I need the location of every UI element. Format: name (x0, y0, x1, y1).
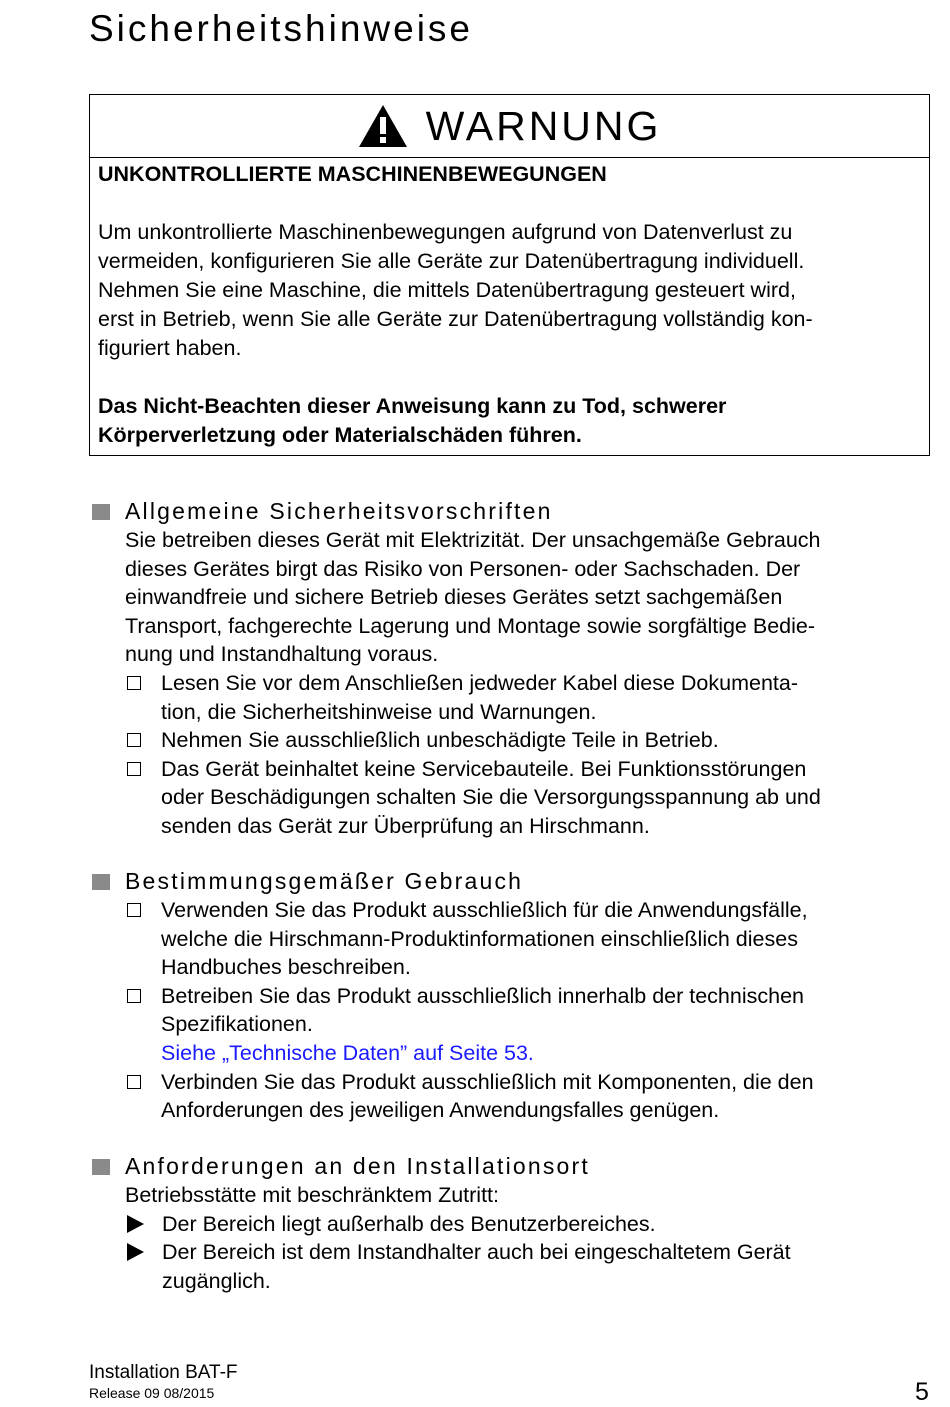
list-item-line: Verbinden Sie das Produkt ausschließlich mit Komponenten, die den (161, 1069, 814, 1094)
section-heading-text: Anforderungen an den Installationsort (125, 1153, 590, 1179)
list-item (92, 669, 942, 726)
technical-data-link[interactable]: Siehe „Technische Daten” auf Seite 53. (161, 1040, 534, 1065)
list-item (92, 896, 942, 982)
list-item (92, 726, 942, 755)
list-item-line: Anforderungen des jeweiligen Anwendungsfalles genügen. (161, 1098, 720, 1123)
list-item-line: Nehmen Sie ausschließlich unbeschädigte Teile in Betrieb. (161, 728, 719, 753)
list-item (92, 1068, 942, 1125)
checkbox-square-icon (127, 733, 141, 747)
warning-box (89, 94, 930, 456)
page-number: 5 (915, 1378, 929, 1406)
list-item-line: Spezifikationen. (161, 1012, 313, 1037)
list-item-line: Der Bereich liegt außerhalb des Benutzerbereiches. (162, 1211, 656, 1236)
checkbox-square-icon (127, 1075, 141, 1089)
paragraph-line: Betriebsstätte mit beschränktem Zutritt: (125, 1183, 499, 1207)
arrow-right-icon (127, 1215, 144, 1233)
paragraph-line: dieses Gerätes birgt das Risiko von Personen- oder Sachschaden. Der (125, 556, 801, 581)
warning-header (90, 95, 929, 158)
paragraph (92, 1181, 942, 1210)
list-item (92, 755, 942, 841)
section-general-safety (92, 497, 942, 841)
warning-text-line: vermeiden, konfigurieren Sie alle Geräte zur Datenübertragung individuell. (98, 249, 805, 273)
list-item-line: Handbuches beschreiben. (161, 955, 411, 980)
list-item-line: Das Gerät beinhaltet keine Servicebauteile. Bei Funktionsstörungen (161, 756, 807, 781)
section-installation-site (92, 1152, 942, 1295)
list-item (92, 1238, 942, 1295)
checkbox-square-icon (127, 989, 141, 1003)
warning-text-line: Um unkontrollierte Maschinenbewegungen aufgrund von Datenverlust zu (98, 220, 793, 244)
warning-consequence-line: Das Nicht-Beachten dieser Anweisung kann zu Tod, schwerer (98, 394, 727, 418)
list-item-line: Der Bereich ist dem Instandhalter auch bei eingeschaltetem Gerät (162, 1240, 791, 1265)
list-item (92, 1210, 942, 1239)
section-heading (92, 1152, 942, 1181)
section-heading-text: Allgemeine Sicherheitsvorschriften (125, 498, 553, 524)
checkbox-square-icon (127, 762, 141, 776)
list-item-line: senden das Gerät zur Überprüfung an Hirschmann. (161, 813, 650, 838)
warning-consequence-line: Körperverletzung oder Materialschäden führen. (98, 423, 582, 447)
list-item-line: welche die Hirschmann-Produktinformationen einschließlich dieses (161, 926, 798, 951)
paragraph (92, 526, 942, 669)
checkbox-square-icon (127, 676, 141, 690)
paragraph-line: Transport, fachgerechte Lagerung und Montage sowie sorgfältige Bedie- (125, 613, 816, 638)
section-square-icon (92, 874, 110, 890)
arrow-right-icon (127, 1243, 144, 1261)
warning-heading: WARNUNG (425, 102, 662, 149)
list-item (92, 982, 942, 1068)
warning-triangle-icon (358, 104, 408, 148)
paragraph-line: nung und Instandhaltung voraus. (125, 642, 439, 667)
list-item-line: Lesen Sie vor dem Anschließen jedweder Kabel diese Dokumenta- (161, 670, 799, 695)
warning-text-line: Nehmen Sie eine Maschine, die mittels Datenübertragung gesteuert wird, (98, 278, 796, 302)
list-item-line: oder Beschädigungen schalten Sie die Versorgungsspannung ab und (161, 785, 821, 810)
list-item-line: zugänglich. (162, 1268, 271, 1293)
section-intended-use (92, 867, 942, 1125)
checkbox-square-icon (127, 903, 141, 917)
section-heading (92, 497, 942, 526)
list-item-line: Verwenden Sie das Produkt ausschließlich für die Anwendungsfälle, (161, 898, 808, 922)
list-item-line: tion, die Sicherheitshinweise und Warnungen. (161, 699, 597, 724)
warning-text-line: figuriert haben. (98, 336, 242, 360)
page-title: Sicherheitshinweise (89, 8, 474, 49)
warning-body (90, 158, 929, 450)
footer-product: Installation BAT-F (89, 1362, 238, 1383)
section-heading-text: Bestimmungsgemäßer Gebrauch (125, 868, 524, 894)
paragraph-line: einwandfreie und sichere Betrieb dieses Gerätes setzt sachgemäßen (125, 585, 783, 610)
footer-release: Release 09 08/2015 (89, 1385, 215, 1401)
section-heading (92, 867, 942, 896)
warning-subtitle: UNKONTROLLIERTE MASCHINENBEWEGUNGEN (98, 162, 607, 186)
section-square-icon (92, 1159, 110, 1175)
list-item-line: Betreiben Sie das Produkt ausschließlich innerhalb der technischen (161, 983, 804, 1008)
paragraph-line: Sie betreiben dieses Gerät mit Elektrizität. Der unsachgemäße Gebrauch (125, 528, 821, 552)
warning-text-line: erst in Betrieb, wenn Sie alle Geräte zur Datenübertragung vollständig kon- (98, 307, 813, 331)
section-square-icon (92, 504, 110, 520)
